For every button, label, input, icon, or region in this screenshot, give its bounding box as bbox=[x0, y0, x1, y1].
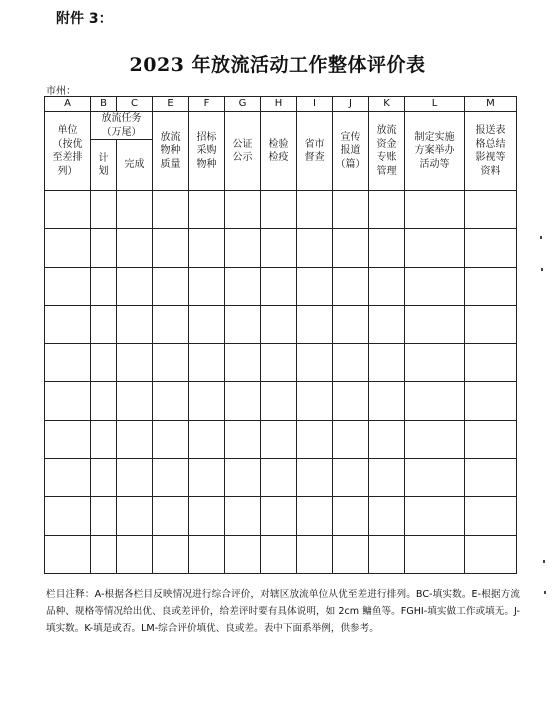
table-cell bbox=[465, 382, 517, 420]
table-cell bbox=[297, 535, 333, 573]
scan-mark bbox=[543, 560, 545, 563]
table-cell bbox=[465, 191, 517, 229]
table-cell bbox=[117, 267, 153, 305]
attachment-label: 附件 3： bbox=[56, 11, 113, 27]
table-cell bbox=[225, 305, 261, 343]
table-cell bbox=[153, 535, 189, 573]
table-cell bbox=[189, 420, 225, 458]
table-cell bbox=[91, 382, 117, 420]
header-publicity-reports: 宣传 报道 （篇） bbox=[333, 112, 369, 191]
table-cell bbox=[91, 267, 117, 305]
table-cell bbox=[45, 267, 91, 305]
header-tender-procurement: 招标 采购 物种 bbox=[189, 112, 225, 191]
table-cell bbox=[153, 305, 189, 343]
table-cell bbox=[297, 497, 333, 535]
table-cell bbox=[91, 229, 117, 267]
table-cell bbox=[45, 305, 91, 343]
table-cell bbox=[333, 420, 369, 458]
table-cell bbox=[261, 305, 297, 343]
header-submitted-materials: 报送表 格总结 影视等 资料 bbox=[465, 112, 517, 191]
table-cell bbox=[261, 191, 297, 229]
table-cell bbox=[91, 420, 117, 458]
evaluation-table bbox=[44, 96, 517, 574]
table-cell bbox=[261, 535, 297, 573]
table-cell bbox=[153, 344, 189, 382]
column-letter: H bbox=[261, 97, 297, 112]
table-cell bbox=[465, 267, 517, 305]
header-completed: 完成 bbox=[117, 140, 153, 191]
table-cell bbox=[189, 267, 225, 305]
city-label: 市州： bbox=[46, 86, 76, 97]
table-cell bbox=[189, 229, 225, 267]
table-cell bbox=[333, 497, 369, 535]
column-letter: K bbox=[369, 97, 405, 112]
table-cell bbox=[45, 191, 91, 229]
header-unit: 单位 （按优 至差排 列） bbox=[45, 112, 91, 191]
table-row bbox=[45, 305, 517, 343]
column-letter: B bbox=[91, 97, 117, 112]
table-cell bbox=[225, 459, 261, 497]
table-cell bbox=[45, 420, 91, 458]
table-cell bbox=[225, 382, 261, 420]
table-cell bbox=[261, 497, 297, 535]
header-notary-publicity: 公证 公示 bbox=[225, 112, 261, 191]
table-cell bbox=[297, 344, 333, 382]
table-cell bbox=[261, 420, 297, 458]
header-plan: 计 划 bbox=[91, 140, 117, 191]
table-cell bbox=[405, 497, 465, 535]
table-cell bbox=[225, 191, 261, 229]
table-cell bbox=[45, 497, 91, 535]
table-row bbox=[45, 382, 517, 420]
table-cell bbox=[117, 382, 153, 420]
table-cell bbox=[45, 344, 91, 382]
table-cell bbox=[465, 344, 517, 382]
table-cell bbox=[297, 229, 333, 267]
table-cell bbox=[369, 459, 405, 497]
table-cell bbox=[225, 229, 261, 267]
table-row bbox=[45, 535, 517, 573]
header-implementation-plan: 制定实施 方案举办 活动等 bbox=[405, 112, 465, 191]
table-cell bbox=[333, 459, 369, 497]
table-cell bbox=[91, 305, 117, 343]
table-cell bbox=[333, 382, 369, 420]
table-cell bbox=[369, 267, 405, 305]
table-cell bbox=[91, 497, 117, 535]
table-cell bbox=[405, 267, 465, 305]
table-cell bbox=[45, 229, 91, 267]
table-cell bbox=[333, 229, 369, 267]
table-cell bbox=[117, 535, 153, 573]
column-letter-row bbox=[45, 97, 517, 112]
table-cell bbox=[369, 229, 405, 267]
table-cell bbox=[465, 497, 517, 535]
table-cell bbox=[465, 459, 517, 497]
table-cell bbox=[369, 535, 405, 573]
table-cell bbox=[333, 305, 369, 343]
column-letter: L bbox=[405, 97, 465, 112]
table-cell bbox=[117, 459, 153, 497]
table-row bbox=[45, 344, 517, 382]
page-title: 2023 年放流活动工作整体评价表 bbox=[129, 54, 426, 76]
table-cell bbox=[117, 305, 153, 343]
table-cell bbox=[369, 344, 405, 382]
table-cell bbox=[117, 191, 153, 229]
table-cell bbox=[261, 344, 297, 382]
column-letter: M bbox=[465, 97, 517, 112]
table-row bbox=[45, 420, 517, 458]
column-letter: C bbox=[117, 97, 153, 112]
table-cell bbox=[45, 459, 91, 497]
table-cell bbox=[261, 229, 297, 267]
table-cell bbox=[405, 382, 465, 420]
table-cell bbox=[261, 459, 297, 497]
table-cell bbox=[405, 191, 465, 229]
table-cell bbox=[117, 420, 153, 458]
table-cell bbox=[225, 535, 261, 573]
header-inspection-quarantine: 检验 检疫 bbox=[261, 112, 297, 191]
table-cell bbox=[45, 535, 91, 573]
table-cell bbox=[297, 382, 333, 420]
column-letter: F bbox=[189, 97, 225, 112]
table-cell bbox=[333, 267, 369, 305]
table-cell bbox=[117, 344, 153, 382]
table-cell bbox=[297, 191, 333, 229]
table-cell bbox=[45, 382, 91, 420]
table-cell bbox=[225, 344, 261, 382]
table-cell bbox=[333, 535, 369, 573]
table-cell bbox=[153, 420, 189, 458]
table-cell bbox=[297, 420, 333, 458]
table-cell bbox=[405, 305, 465, 343]
table-cell bbox=[405, 229, 465, 267]
table-cell bbox=[465, 305, 517, 343]
table-cell bbox=[465, 535, 517, 573]
table-cell bbox=[189, 382, 225, 420]
table-cell bbox=[333, 191, 369, 229]
table-cell bbox=[405, 459, 465, 497]
scan-mark bbox=[541, 268, 543, 271]
table-cell bbox=[405, 344, 465, 382]
table-cell bbox=[225, 420, 261, 458]
table-cell bbox=[405, 535, 465, 573]
table-row bbox=[45, 497, 517, 535]
column-notes: 栏目注释：A-根据各栏目反映情况进行综合评价，对辖区放流单位从优至差进行排列。BC-填实数。E-根据方流品种、规格等情况给出优、良或差评价，给差评时要有具体说明，如 2cm 鳙鱼等。FGHI-填实做工作或填无。J-填实数。K-填是或否。LM-综合评价填优、良或差。表中下面系举例，供参考。 bbox=[46, 589, 520, 634]
table-row bbox=[45, 459, 517, 497]
table-cell bbox=[297, 305, 333, 343]
scan-mark bbox=[540, 236, 542, 239]
header-row bbox=[45, 112, 517, 140]
header-species-quality: 放流 物种 质量 bbox=[153, 112, 189, 191]
table-cell bbox=[465, 229, 517, 267]
table-row bbox=[45, 229, 517, 267]
table-cell bbox=[153, 191, 189, 229]
table-cell bbox=[153, 382, 189, 420]
table-cell bbox=[189, 535, 225, 573]
table-cell bbox=[261, 382, 297, 420]
table-cell bbox=[369, 382, 405, 420]
header-provincial-supervision: 省市 督查 bbox=[297, 112, 333, 191]
column-letter: J bbox=[333, 97, 369, 112]
table-cell bbox=[153, 459, 189, 497]
table-cell bbox=[225, 267, 261, 305]
table-cell bbox=[297, 267, 333, 305]
header-release-task: 放流任务 （万尾） bbox=[91, 112, 153, 140]
table-cell bbox=[189, 344, 225, 382]
table-cell bbox=[369, 497, 405, 535]
header-fund-management: 放流 资金 专账 管理 bbox=[369, 112, 405, 191]
table-cell bbox=[405, 420, 465, 458]
table-cell bbox=[369, 305, 405, 343]
table-cell bbox=[117, 229, 153, 267]
table-cell bbox=[369, 191, 405, 229]
table-cell bbox=[189, 305, 225, 343]
table-cell bbox=[369, 420, 405, 458]
table-cell bbox=[189, 459, 225, 497]
column-letter: A bbox=[45, 97, 91, 112]
table-cell bbox=[153, 267, 189, 305]
table-cell bbox=[465, 420, 517, 458]
column-letter: G bbox=[225, 97, 261, 112]
table-cell bbox=[117, 497, 153, 535]
column-letter: I bbox=[297, 97, 333, 112]
table-row bbox=[45, 267, 517, 305]
table-cell bbox=[91, 535, 117, 573]
table-cell bbox=[153, 497, 189, 535]
table-cell bbox=[91, 459, 117, 497]
table-cell bbox=[261, 267, 297, 305]
table-row bbox=[45, 191, 517, 229]
table-cell bbox=[225, 497, 261, 535]
table-cell bbox=[189, 191, 225, 229]
scan-mark bbox=[544, 591, 546, 594]
table-cell bbox=[91, 344, 117, 382]
table-cell bbox=[297, 459, 333, 497]
table-cell bbox=[153, 229, 189, 267]
table-cell bbox=[91, 191, 117, 229]
table-cell bbox=[333, 344, 369, 382]
column-letter: E bbox=[153, 97, 189, 112]
table-cell bbox=[189, 497, 225, 535]
